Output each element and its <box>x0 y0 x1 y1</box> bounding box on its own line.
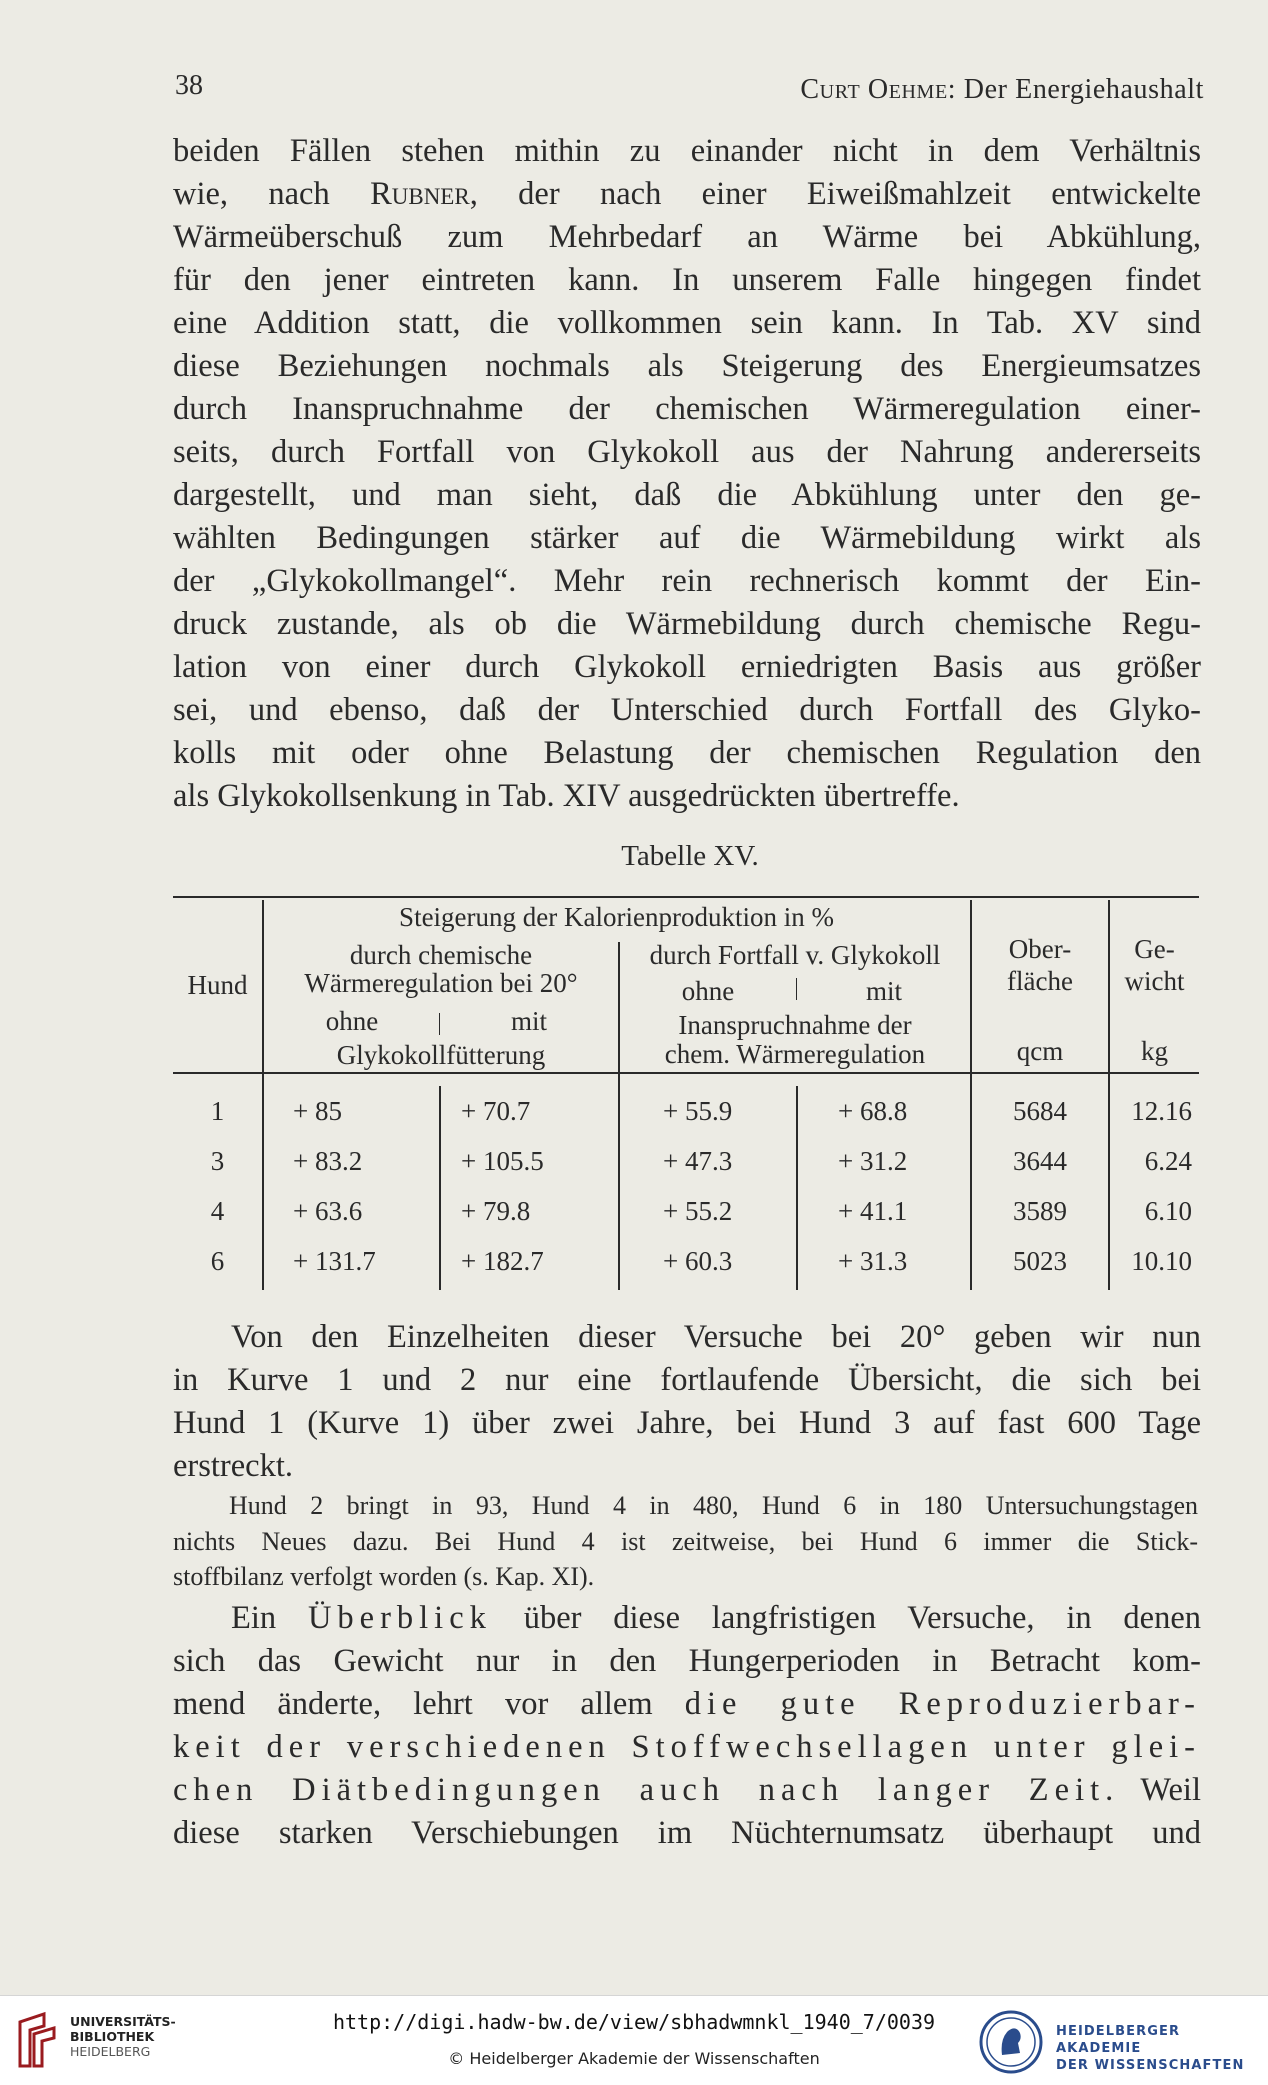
academy-name: HEIDELBERGER AKADEMIE DER WISSENSCHAFTEN <box>1056 2024 1245 2073</box>
spaced-emphasis: chen Diätbedingungen auch nach langer Zeit <box>173 1772 1106 1808</box>
spaced-emphasis: keit der verschiedenen Stoffwechsellagen unter glei- <box>173 1729 1201 1765</box>
header-chem-2: Wärmeregulation bei 20° <box>304 968 578 998</box>
running-header-author: Curt Oehme <box>800 74 948 105</box>
header-chem-1: durch chemische <box>349 940 533 970</box>
text-line: wie, nach Rubner, der nach einer Eiweißmahlzeit entwickelte <box>173 176 1201 212</box>
text-line: nichts Neues dazu. Bei Hund 4 ist zeitweise, bei Hund 6 immer die Stick- <box>173 1526 1198 1556</box>
cell-chem-ohne: + 85 <box>293 1096 342 1126</box>
university-library-name: UNIVERSITÄTS- BIBLIOTHEK HEIDELBERG <box>70 2014 176 2059</box>
cell-gewicht: 6.10 <box>1144 1196 1192 1226</box>
text-line: in Kurve 1 und 2 nur eine fortlaufende Übersicht, die sich bei <box>173 1362 1201 1398</box>
copyright-text: © Heidelberger Akademie der Wissenschaften <box>448 2049 820 2068</box>
author-name-rubner: Rubner <box>370 176 470 212</box>
table-top-rule <box>173 896 1199 898</box>
cell-hund: 4 <box>210 1196 225 1226</box>
cell-oberflaeche: 5023 <box>1013 1246 1067 1276</box>
viewer-footer <box>0 1995 1268 2085</box>
header-fort-1: durch Fortfall v. Glykokoll <box>649 940 941 970</box>
paragraph-2 <box>173 1316 1201 1488</box>
cell-gewicht: 12.16 <box>1131 1096 1192 1126</box>
cell-fort-mit: + 31.2 <box>838 1146 908 1176</box>
text-line: durch Inanspruchnahme der chemischen Wärmeregulation einer- <box>173 391 1201 427</box>
cell-hund: 6 <box>210 1246 225 1276</box>
text-line: chen Diätbedingungen auch nach langer Zeit. Weil <box>173 1772 1201 1808</box>
header-fort-ohne: ohne <box>681 976 735 1006</box>
text-line: Hund 1 (Kurve 1) über zwei Jahre, bei Hund 3 auf fast 600 Tage <box>173 1405 1201 1441</box>
header-gew-unit: kg <box>1141 1036 1168 1066</box>
text-line: diese Beziehungen nochmals als Steigerung des Energieumsatzes <box>173 348 1201 384</box>
text-line: diese starken Verschiebungen im Nüchternumsatz überhaupt und <box>173 1815 1201 1851</box>
cell-chem-ohne: + 63.6 <box>293 1196 363 1226</box>
cell-fort-ohne: + 55.2 <box>663 1196 733 1226</box>
cell-chem-mit: + 105.5 <box>461 1146 544 1176</box>
table-rule-v5 <box>439 1086 441 1290</box>
cell-chem-ohne: + 83.2 <box>293 1146 363 1176</box>
text-line: Hund 2 bringt in 93, Hund 4 in 480, Hund 6 in 180 Untersuchungstagen <box>229 1491 1198 1520</box>
cell-fort-mit: + 31.3 <box>838 1246 908 1276</box>
running-header-title: : Der Energiehaushalt <box>947 74 1204 105</box>
spaced-emphasis: die gute Reproduzierbar- <box>684 1686 1201 1722</box>
cell-oberflaeche: 5684 <box>1013 1096 1067 1126</box>
table-header-rule <box>173 1072 1199 1074</box>
header-gew-2: wicht <box>1124 966 1185 996</box>
cell-chem-mit: + 79.8 <box>461 1196 531 1226</box>
header-chem-3: Glykokollfütterung <box>336 1040 546 1070</box>
small-print-paragraph <box>173 1488 1198 1595</box>
text-line: dargestellt, und man sieht, daß die Abkühlung unter den ge- <box>173 477 1201 513</box>
text-line: beiden Fällen stehen mithin zu einander nicht in dem Verhältnis <box>173 133 1201 169</box>
header-hund: Hund <box>187 970 248 1000</box>
cell-fort-mit: + 41.1 <box>838 1196 908 1226</box>
cell-fort-ohne: + 55.9 <box>663 1096 733 1126</box>
table-rule-v6 <box>796 1086 798 1290</box>
table-rule-v1 <box>262 900 264 1290</box>
page-number: 38 <box>175 70 203 101</box>
header-chem-mit: mit <box>510 1006 547 1036</box>
text-line: der „Glykokollmangel“. Mehr rein rechnerisch kommt der Ein- <box>173 563 1201 599</box>
cell-fort-ohne: + 60.3 <box>663 1246 733 1276</box>
academy-seal-icon <box>978 2009 1044 2079</box>
cell-chem-mit: + 182.7 <box>461 1246 544 1276</box>
header-gew-1: Ge- <box>1134 934 1175 964</box>
text-line: sich das Gewicht nur in den Hungerperioden in Betracht kom- <box>173 1643 1201 1679</box>
text-line: sei, und ebenso, daß der Unterschied durch Fortfall des Glyko- <box>173 692 1201 728</box>
paragraph-3 <box>173 1597 1201 1855</box>
cell-gewicht: 10.10 <box>1131 1246 1192 1276</box>
text-line: lation von einer durch Glykokoll erniedrigten Basis aus größer <box>173 649 1201 685</box>
text-line: als Glykokollsenkung in Tab. XIV ausgedrückten übertreffe. <box>173 778 960 814</box>
text-line <box>173 1726 1201 1769</box>
text-line: wählten Bedingungen stärker auf die Wärmebildung wirkt als <box>173 520 1201 556</box>
cell-fort-mit: + 68.8 <box>838 1096 908 1126</box>
header-ober-unit: qcm <box>1016 1036 1064 1066</box>
document-url-link[interactable]: http://digi.hadw-bw.de/view/sbhadwmnkl_1940_7/0039 <box>332 2010 936 2034</box>
text-line: Von den Einzelheiten dieser Versuche bei 20° geben wir nun <box>231 1319 1201 1355</box>
header-chem-ohne: ohne <box>325 1006 379 1036</box>
header-fort-3: Inanspruchnahme der <box>678 1010 912 1040</box>
text-line: erstreckt. <box>173 1448 294 1484</box>
text-line: stoffbilanz verfolgt worden (s. Kap. XI). <box>173 1562 595 1591</box>
table-subrule-fort <box>796 978 797 1000</box>
text-line: für den jener eintreten kann. In unserem Falle hingegen findet <box>173 262 1201 298</box>
spaced-emphasis: Überblick <box>307 1600 492 1636</box>
running-header <box>800 74 1204 106</box>
table-subrule-chem <box>439 1013 440 1035</box>
cell-fort-ohne: + 47.3 <box>663 1146 733 1176</box>
header-fort-4: chem. Wärmeregulation <box>664 1039 926 1069</box>
table-caption: Tabelle XV. <box>621 840 759 872</box>
text-line: eine Addition statt, die vollkommen sein kann. In Tab. XV sind <box>173 305 1201 341</box>
text-line: mend änderte, lehrt vor allem die gute Reproduzierbar- <box>173 1686 1201 1722</box>
cell-chem-ohne: + 131.7 <box>293 1246 376 1276</box>
cell-oberflaeche: 3589 <box>1013 1196 1067 1226</box>
header-ober-2: fläche <box>1007 966 1073 996</box>
header-fort-mit: mit <box>865 976 902 1006</box>
cell-hund: 1 <box>210 1096 225 1126</box>
text-line: Ein Überblick über diese langfristigen Versuche, in denen <box>231 1600 1201 1636</box>
cell-oberflaeche: 3644 <box>1013 1146 1067 1176</box>
table-xv <box>173 896 1199 1296</box>
text-line: druck zustande, als ob die Wärmebildung durch chemische Regu- <box>173 606 1201 642</box>
paragraph-1 <box>173 130 1201 818</box>
cell-gewicht: 6.24 <box>1144 1146 1192 1176</box>
header-ober-1: Ober- <box>1008 934 1072 964</box>
text-line: seits, durch Fortfall von Glykokoll aus der Nahrung andererseits <box>173 434 1201 470</box>
text-line: kolls mit oder ohne Belastung der chemischen Regulation den <box>173 735 1201 771</box>
cell-hund: 3 <box>210 1146 225 1176</box>
text-line: Wärmeüberschuß zum Mehrbedarf an Wärme bei Abkühlung, <box>173 219 1201 255</box>
header-group-title: Steigerung der Kalorienproduktion in % <box>399 902 834 932</box>
cell-chem-mit: + 70.7 <box>461 1096 531 1126</box>
